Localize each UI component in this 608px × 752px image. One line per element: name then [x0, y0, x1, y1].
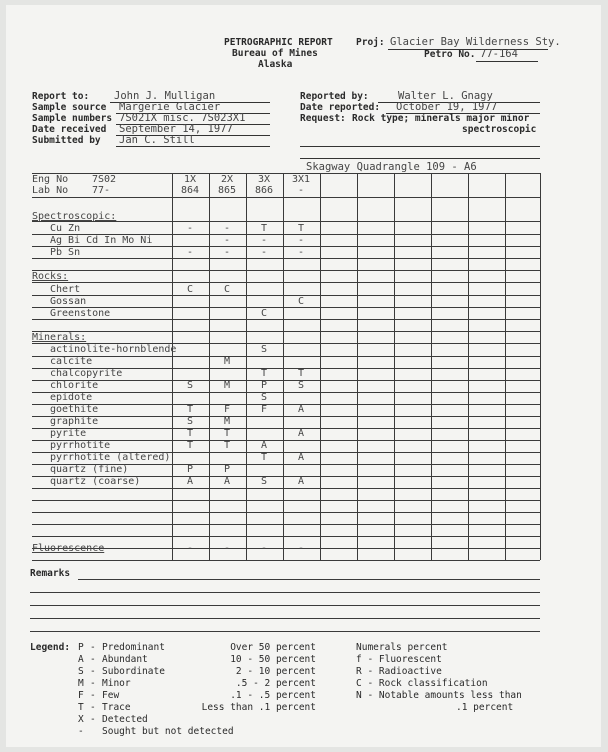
spectroscopic-cell: -	[223, 223, 231, 234]
date-reported-value: October 19, 1977	[396, 101, 498, 113]
mineral-cell: T	[223, 440, 231, 451]
remarks-line	[30, 631, 540, 632]
table-row-rule	[32, 270, 540, 271]
submitted-by-label: Submitted by	[32, 135, 101, 146]
mineral-cell: S	[186, 380, 194, 391]
mineral-cell: T	[297, 368, 305, 379]
lab-no-label: Lab No	[32, 185, 69, 196]
table-column-rule	[357, 173, 358, 560]
rocks-section: Rocks:	[32, 271, 69, 282]
bureau-state: Alaska	[258, 59, 293, 70]
legend-note: C - Rock classification	[356, 678, 488, 689]
mineral-cell: F	[260, 404, 268, 415]
fluorescence-label: Fluorescence	[32, 543, 105, 554]
petro-value: 77-164	[480, 48, 518, 60]
legend-desc: Sought but not detected	[102, 726, 234, 737]
spectroscopic-cell: -	[223, 235, 231, 246]
legend-note: Numerals percent	[356, 642, 448, 653]
legend-desc: Minor	[102, 678, 131, 689]
col-lab-866: 866	[254, 185, 274, 196]
spectroscopic-cell: -	[260, 235, 268, 246]
remarks-line	[30, 618, 540, 619]
rock-row-label: Greenstone	[50, 308, 111, 319]
report-to-label: Report to:	[32, 91, 90, 102]
sample-numbers-value: 7S021X misc. 7S023X1	[119, 112, 246, 124]
remarks-line	[30, 592, 540, 593]
request-underline-1	[300, 146, 540, 147]
legend-code: P	[78, 642, 84, 653]
rock-cell: C	[223, 284, 231, 295]
mineral-cell: A	[297, 452, 305, 463]
legend-separator: -	[90, 666, 96, 677]
mineral-row-label: quartz (fine)	[50, 464, 129, 475]
col-lab-865: 865	[217, 185, 237, 196]
table-row-rule	[32, 536, 540, 537]
legend-separator: -	[90, 654, 96, 665]
mineral-row-label: calcite	[50, 356, 93, 367]
proj-value: Glacier Bay Wilderness Sty.	[390, 36, 561, 48]
mineral-cell: M	[223, 416, 231, 427]
legend-note: f - Fluorescent	[356, 654, 442, 665]
legend-desc: Predominant	[102, 642, 165, 653]
mineral-row-label: chlorite	[50, 380, 99, 391]
mineral-cell: A	[297, 476, 305, 487]
mineral-row-label: pyrite	[50, 428, 87, 439]
date-reported-label: Date reported:	[300, 102, 381, 113]
legend-separator: -	[90, 642, 96, 653]
table-column-rule	[320, 173, 321, 560]
mineral-cell: T	[260, 368, 268, 379]
mineral-cell: P	[223, 464, 231, 475]
quadrangle-label: Skagway Quadrangle 109 - A6	[306, 161, 477, 173]
col-sample-3x1: 3X1	[291, 174, 311, 185]
mineral-cell: A	[260, 440, 268, 451]
table-row-rule	[32, 416, 540, 417]
mineral-row-label: goethite	[50, 404, 99, 415]
spectroscopic-row-label: Cu Zn	[50, 223, 81, 234]
reported-by-value: Walter L. Gnagy	[398, 90, 493, 102]
sample-numbers-label: Sample numbers	[32, 113, 113, 124]
mineral-cell: P	[260, 380, 268, 391]
legend-note: R - Radioactive	[356, 666, 442, 677]
eng-no-prefix: 7S02	[92, 174, 117, 185]
table-row-rule	[32, 356, 540, 357]
sample-source-label: Sample source	[32, 102, 107, 113]
bureau-name: Bureau of Mines	[232, 48, 318, 59]
date-received-value: September 14, 1977	[119, 123, 233, 135]
table-row-rule	[32, 392, 540, 393]
legend-separator: -	[90, 678, 96, 689]
spectroscopic-cell: -	[186, 223, 194, 234]
legend-desc: Few	[102, 690, 120, 701]
mineral-cell: T	[186, 440, 194, 451]
spectroscopic-cell: T	[260, 223, 268, 234]
legend-desc: Detected	[102, 714, 148, 725]
legend-desc: Abundant	[102, 654, 148, 665]
mineral-cell: S	[260, 344, 268, 355]
date-received-label: Date received	[32, 124, 107, 135]
legend-code: -	[78, 726, 84, 737]
spectroscopic-cell: T	[297, 223, 305, 234]
mineral-row-label: pyrrhotite (altered)	[50, 452, 171, 463]
remarks-line	[78, 579, 540, 580]
mineral-cell: P	[186, 464, 194, 475]
request-label: Request:	[300, 113, 346, 124]
mineral-cell: S	[297, 380, 305, 391]
legend-range: .1 - .5 percent	[230, 690, 316, 701]
mineral-cell: T	[186, 428, 194, 439]
reported-by-label: Reported by:	[300, 91, 369, 102]
legend-code: A	[78, 654, 84, 665]
table-row-rule	[32, 512, 540, 513]
rock-row-label: Chert	[50, 284, 81, 295]
legend-range: .5 - 2 percent	[235, 678, 316, 689]
rock-cell: C	[186, 284, 194, 295]
spectroscopic-cell: -	[223, 247, 231, 258]
spectroscopic-row-label: Pb Sn	[50, 247, 81, 258]
minerals-section: Minerals:	[32, 332, 87, 343]
petro-label: Petro No.	[424, 49, 476, 60]
legend-code: S	[78, 666, 84, 677]
lab-no-prefix: 77-	[92, 185, 111, 196]
spectroscopic-cell: -	[260, 247, 268, 258]
mineral-cell: A	[297, 428, 305, 439]
legend-code: X	[78, 714, 84, 725]
col-lab-864: 864	[180, 185, 200, 196]
col-sample-2x: 2X	[220, 174, 234, 185]
fluorescence-3x1: -	[297, 543, 305, 554]
mineral-cell: A	[186, 476, 194, 487]
mineral-row-label: epidote	[50, 392, 93, 403]
fluorescence-2x: -	[223, 543, 231, 554]
table-row-rule	[32, 282, 540, 283]
mineral-cell: S	[186, 416, 194, 427]
rock-row-label: Gossan	[50, 296, 87, 307]
table-row-rule	[32, 500, 540, 501]
spectroscopic-section: Spectroscopic:	[32, 211, 117, 222]
mineral-row-label: chalcopyrite	[50, 368, 123, 379]
legend-separator: -	[90, 690, 96, 701]
legend-label: Legend:	[30, 642, 71, 653]
table-row-rule	[32, 524, 540, 525]
mineral-cell: S	[260, 392, 268, 403]
legend-range: Over 50 percent	[230, 642, 316, 653]
rock-cell: C	[260, 308, 268, 319]
submitted-by-value: Jan C. Still	[119, 134, 195, 146]
spectroscopic-cell: -	[297, 235, 305, 246]
spectroscopic-cell: -	[297, 247, 305, 258]
legend-desc: Subordinate	[102, 666, 165, 677]
mineral-cell: F	[223, 404, 231, 415]
table-header-rule	[32, 197, 540, 198]
col-sample-3x: 3X	[257, 174, 271, 185]
request-underline-2	[300, 158, 540, 159]
fluorescence-3x: -	[260, 543, 268, 554]
spectroscopic-cell: -	[186, 247, 194, 258]
mineral-row-label: pyrrhotite	[50, 440, 111, 451]
mineral-row-label: actinolite-hornblende	[50, 344, 177, 355]
rock-cell: C	[297, 296, 305, 307]
report-to-value: John J. Mulligan	[114, 90, 216, 102]
legend-note: N - Notable amounts less than	[356, 690, 522, 701]
remarks-label: Remarks	[30, 568, 71, 579]
table-right-rule	[540, 173, 541, 560]
legend-note: .1 percent	[456, 702, 514, 713]
table-row-rule	[32, 331, 540, 332]
proj-label: Proj:	[356, 37, 385, 48]
petro-underline	[476, 61, 538, 62]
legend-range: Less than .1 percent	[201, 702, 316, 713]
mineral-cell: S	[260, 476, 268, 487]
request-line-2: spectroscopic	[462, 124, 537, 135]
request-line-1: Rock type; minerals major minor	[352, 113, 530, 124]
legend-range: 10 - 50 percent	[230, 654, 316, 665]
table-column-rule	[468, 173, 469, 560]
fluorescence-1x: -	[186, 543, 194, 554]
mineral-cell: T	[223, 428, 231, 439]
legend-code: T	[78, 702, 84, 713]
mineral-row-label: graphite	[50, 416, 99, 427]
mineral-cell: A	[223, 476, 231, 487]
col-sample-1x: 1X	[183, 174, 197, 185]
legend-separator: -	[90, 714, 96, 725]
table-column-rule	[431, 173, 432, 560]
legend-desc: Trace	[102, 702, 131, 713]
submitted-by-underline	[116, 146, 270, 147]
mineral-cell: T	[186, 404, 194, 415]
report-page	[6, 5, 601, 747]
legend-code: F	[78, 690, 84, 701]
eng-no-label: Eng No	[32, 174, 69, 185]
legend-range: 2 - 10 percent	[235, 666, 316, 677]
mineral-cell: T	[260, 452, 268, 463]
mineral-row-label: quartz (coarse)	[50, 476, 141, 487]
mineral-cell: M	[223, 356, 231, 367]
report-title: PETROGRAPHIC REPORT	[224, 37, 333, 48]
table-row-rule	[32, 560, 540, 561]
mineral-cell: M	[223, 380, 231, 391]
legend-separator: -	[90, 702, 96, 713]
remarks-line	[30, 605, 540, 606]
spectroscopic-row-label: Ag Bi Cd In Mo Ni	[50, 235, 153, 246]
sample-source-value: Margerie Glacier	[119, 101, 221, 113]
legend-code: M	[78, 678, 84, 689]
table-column-rule	[394, 173, 395, 560]
table-column-rule	[505, 173, 506, 560]
mineral-cell: A	[297, 404, 305, 415]
col-lab-3x1: -	[297, 185, 305, 196]
table-row-rule	[32, 488, 540, 489]
